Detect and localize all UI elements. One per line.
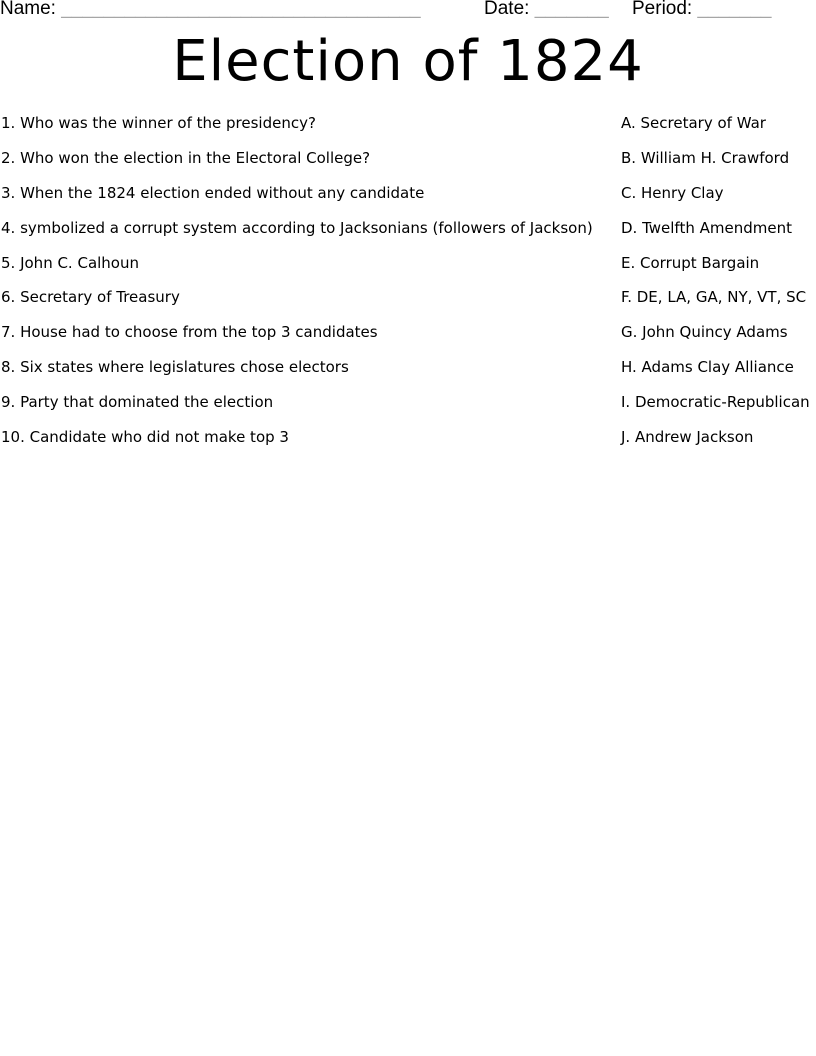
name-blank[interactable]: __________________________________ xyxy=(61,0,421,19)
answer-item: F. DE, LA, GA, NY, VT, SC xyxy=(621,288,807,307)
answer-item: B. William H. Crawford xyxy=(621,148,790,167)
answer-item: G. John Quincy Adams xyxy=(621,323,788,342)
answer-item: A. Secretary of War xyxy=(621,114,766,132)
answer-item: C. Henry Clay xyxy=(621,183,724,202)
question-item: 5. John C. Calhoun xyxy=(1,253,140,272)
question-item: 1. Who was the winner of the presidency? xyxy=(1,114,316,132)
answer-list xyxy=(621,112,816,461)
page-title: Election of 1824 xyxy=(172,29,644,94)
date-label: Date: xyxy=(484,0,530,19)
answer-item: H. Adams Clay Alliance xyxy=(621,358,794,377)
question-item: 7. House had to choose from the top 3 candidates xyxy=(1,323,378,342)
question-item: 8. Six states where legislatures chose electors xyxy=(1,358,349,377)
period-field[interactable] xyxy=(632,0,771,20)
period-blank[interactable]: _______ xyxy=(697,0,772,19)
answer-item: I. Democratic-Republican xyxy=(621,393,810,412)
date-blank[interactable]: _______ xyxy=(534,0,609,19)
worksheet-header xyxy=(0,0,816,24)
answer-item: J. Andrew Jackson xyxy=(621,428,754,447)
question-item: 10. Candidate who did not make top 3 xyxy=(1,428,289,447)
question-item: 3. When the 1824 election ended without any candidate xyxy=(1,183,425,202)
date-field[interactable] xyxy=(484,0,609,20)
question-item: 6. Secretary of Treasury xyxy=(1,288,180,307)
period-label: Period: xyxy=(632,0,693,19)
question-item: 9. Party that dominated the election xyxy=(1,393,274,412)
answer-item: E. Corrupt Bargain xyxy=(621,253,760,272)
question-list xyxy=(1,112,611,461)
name-field[interactable] xyxy=(0,0,421,20)
name-label: Name: xyxy=(0,0,56,19)
question-item: 4. symbolized a corrupt system according to Jacksonians (followers of Jackson) xyxy=(1,218,593,237)
question-item: 2. Who won the election in the Electoral College? xyxy=(1,148,371,167)
answer-item: D. Twelfth Amendment xyxy=(621,218,792,237)
